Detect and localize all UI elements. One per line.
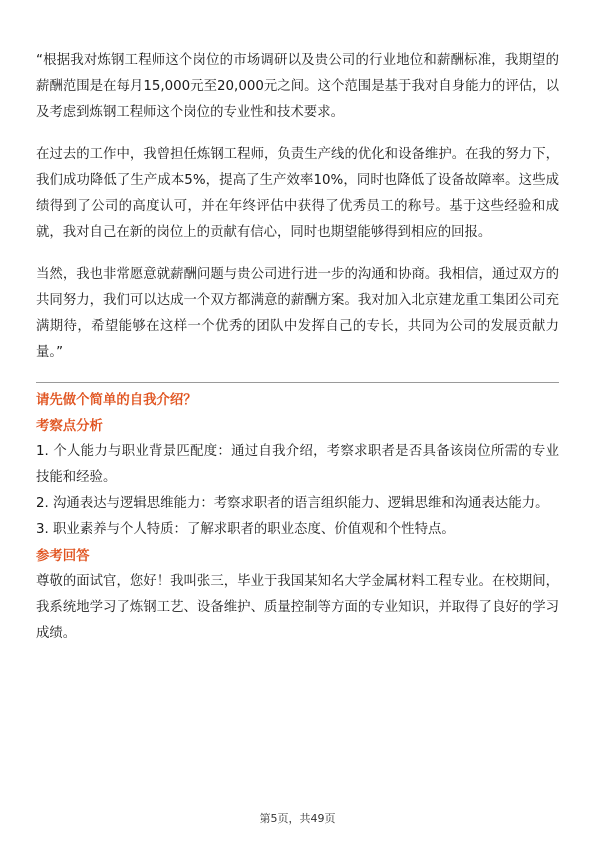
page-content (36, 48, 559, 647)
page-number: 第5页，共49页 (259, 812, 336, 825)
analysis-item-3: 3. 职业素养与个人特质：了解求职者的职业态度、价值观和个性特点。 (36, 522, 455, 537)
question-title: 请先做个简单的自我介绍？ (36, 393, 197, 408)
analysis-heading: 考察点分析 (36, 419, 103, 434)
reference-answer: 尊敬的面试官，您好！我叫张三，毕业于我国某知名大学金属材料工程专业。在校期间，我系统地学习了炼钢工艺、设备维护、质量控制等方面的专业知识，并取得了良好的学习成绩。 (36, 574, 559, 641)
reference-heading: 参考回答 (36, 549, 90, 564)
intro-paragraph-3: 当然，我也非常愿意就薪酬问题与贵公司进行进一步的沟通和协商。我相信，通过双方的共同努力，我们可以达成一个双方都满意的薪酬方案。我对加入北京建龙重工集团公司充满期待，希望能够在这样一个优秀的团队中发挥自己的专长，共同为公司的发展贡献力量。” (36, 267, 559, 360)
analysis-item-1: 1. 个人能力与职业背景匹配度：通过自我介绍，考察求职者是否具备该岗位所需的专业技能和经验。 (36, 444, 559, 485)
intro-paragraph-1: “根据我对炼钢工程师这个岗位的市场调研以及贵公司的行业地位和薪酬标准，我期望的薪酬范围是在每月15,000元至20,000元之间。这个范围是基于我对自身能力的评估，以及考虑到炼钢工程师这个岗位的专业性和技术要求。 (36, 53, 559, 120)
section-divider (36, 382, 559, 383)
intro-paragraph-2: 在过去的工作中，我曾担任炼钢工程师，负责生产线的优化和设备维护。在我的努力下，我们成功降低了生产成本5%，提高了生产效率10%，同时也降低了设备故障率。这些成绩得到了公司的高度认可，并在年终评估中获得了优秀员工的称号。基于这些经验和成就，我对自己在新的岗位上的贡献有信心，同时也期望能够得到相应的回报。 (36, 147, 559, 240)
analysis-item-2: 2. 沟通表达与逻辑思维能力：考察求职者的语言组织能力、逻辑思维和沟通表达能力。 (36, 496, 549, 511)
